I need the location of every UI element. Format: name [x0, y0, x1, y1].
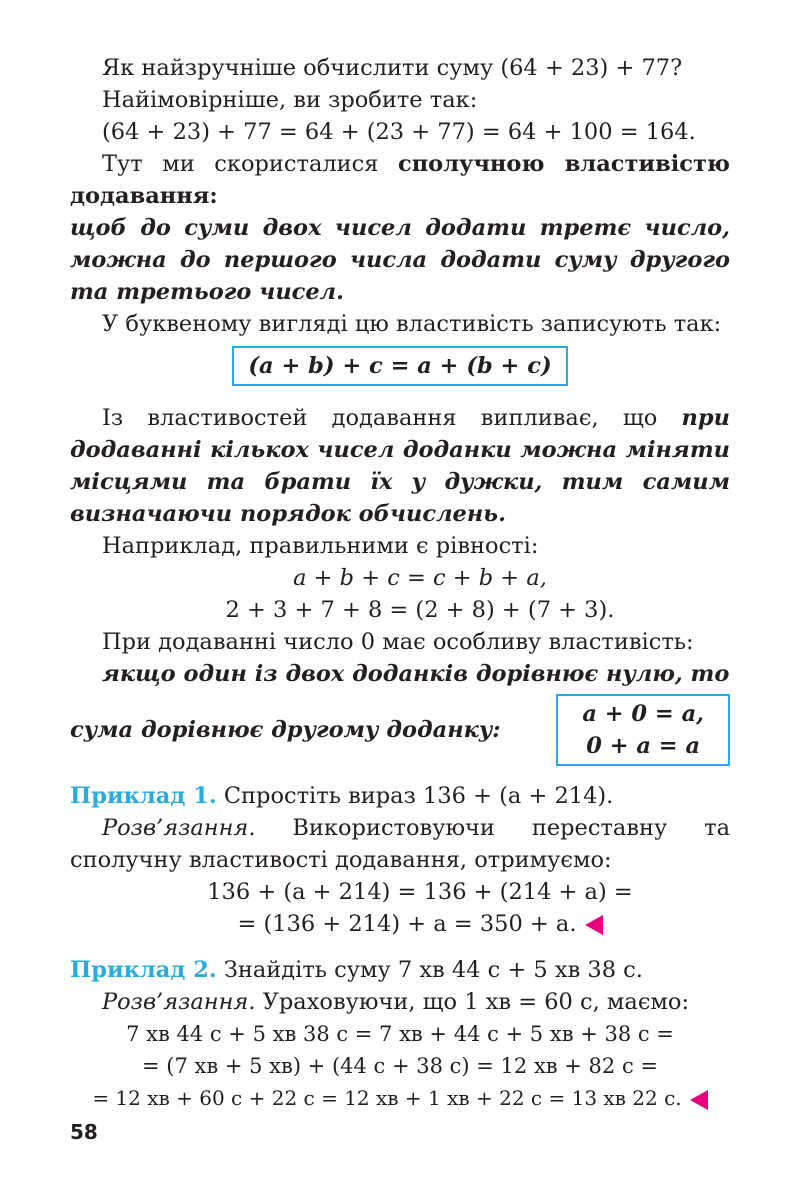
example1-sol-text: Використовуючи переставну та сполучну властивості додавання, отримуємо:	[70, 815, 730, 873]
example1-line2: = (136 + 214) + a = 350 + a.	[237, 911, 577, 937]
calc-line: (64 + 23) + 77 = 64 + (23 + 77) = 64 + 100 = 164.	[102, 119, 696, 145]
zero-formula-box	[556, 694, 730, 766]
example2-label: Приклад 2.	[70, 957, 217, 983]
example1-label: Приклад 1.	[70, 783, 217, 809]
end-marker-icon	[690, 1090, 708, 1110]
equation-2: 2 + 3 + 7 + 8 = (2 + 8) + (7 + 3).	[225, 597, 615, 623]
example2-sol-label: Розв’язання.	[102, 989, 256, 1015]
assoc-rule: щоб до суми двох чисел додати третє число, можна до першого числа додати суму другого та третього чисел.	[70, 215, 730, 305]
props-lead: Із властивостей додавання випливає, що	[102, 405, 682, 431]
props-rule: при додаванні кількох чисел доданки можна міняти місцями та брати їх у дужки, тим самим визначаючи порядок обчислень.	[70, 405, 730, 527]
props-paragraph	[70, 402, 730, 530]
page-number: 58	[70, 1120, 98, 1144]
example1-line2-row	[70, 908, 730, 940]
end-marker-icon	[585, 915, 603, 935]
example2-line2: = (7 хв + 5 хв) + (44 с + 38 с) = 12 хв + 82 с =	[142, 1054, 658, 1078]
example1-heading	[70, 780, 730, 812]
assoc-formula-row	[70, 342, 730, 392]
zero-formula-line1: a + 0 = a,	[582, 701, 704, 727]
example2-heading	[70, 954, 730, 986]
assoc-lead: Тут ми скористалися	[102, 151, 399, 177]
example-intro: Наприклад, правильними є рівності:	[102, 533, 539, 559]
assoc-term: сполучною властивістю додавання:	[70, 151, 731, 209]
example2-line1: 7 хв 44 с + 5 хв 38 с = 7 хв + 44 с + 5 хв + 38 с =	[126, 1022, 674, 1046]
zero-rule-line1: якщо один із двох доданків дорівнює нулю, то	[102, 661, 730, 687]
zero-formula-line2: 0 + a = a	[586, 733, 701, 759]
example2-line3-row	[70, 1082, 730, 1114]
textbook-page	[70, 52, 730, 1114]
example1-task: Спростіть вираз 136 + (a + 214).	[216, 783, 614, 809]
zero-rule-row	[70, 694, 730, 766]
example1-solution	[70, 812, 730, 876]
assoc-paragraph	[70, 148, 730, 212]
zero-intro: При додаванні число 0 має особливу властивість:	[102, 629, 694, 655]
example2-solution	[70, 986, 730, 1018]
example2-sol-text: Ураховуючи, що 1 хв = 60 с, маємо:	[255, 989, 690, 1015]
zero-rule-line2: сума дорівнює другому доданку:	[70, 717, 501, 743]
example2-line3: = 12 хв + 60 с + 22 с = 12 хв + 1 хв + 22 с = 13 хв 22 с.	[92, 1086, 682, 1110]
question-line: Як найзручніше обчислити суму (64 + 23) + 77?	[102, 55, 683, 81]
equation-1: a + b + c = c + b + a,	[293, 565, 547, 591]
example1-sol-label: Розв’язання.	[102, 815, 256, 841]
likely-line: Найімовірніше, ви зробите так:	[102, 87, 478, 113]
example1-line1: 136 + (a + 214) = 136 + (214 + a) =	[207, 879, 633, 905]
example2-task: Знайдіть суму 7 хв 44 с + 5 хв 38 с.	[216, 957, 643, 983]
assoc-formula-box: (a + b) + c = a + (b + c)	[232, 346, 567, 386]
letter-form-line: У буквеному вигляді цю властивість записують так:	[102, 311, 722, 337]
